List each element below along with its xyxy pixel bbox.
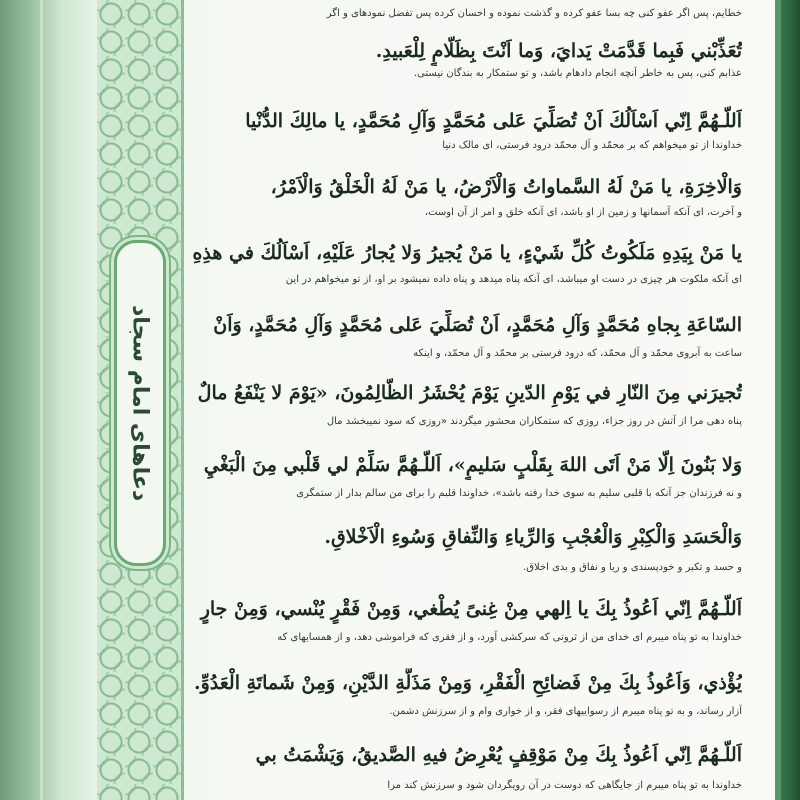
book-cover-edge xyxy=(775,0,800,800)
translation-line: خداوندا به تو پناه میبرم ای خدای من از ثروتی که سرکشی آورد، و از فقری که فراموشی دهد، و از همسایهای که xyxy=(277,632,742,643)
translation-line: خداوندا به تو پناه میبرم از جایگاهی که دوست در آن رویگردان شود و سرزنش کند مرا xyxy=(387,780,742,791)
chapter-title: دعاهای امام سجاد xyxy=(127,304,153,502)
arabic-line: اَللّـهُمَّ اِنّي اَعُوذُ بِكَ مِنْ مَوْقِفٍ يُعْرِضُ فيهِ الصَّديقُ، وَيَشْمَتُ بي xyxy=(255,744,742,766)
arabic-line: يُؤْذي، وَاَعُوذُ بِكَ مِنْ فَضائِحِ الْفَقْرِ، وَمِنْ مَذَلَّةِ الدَّيْنِ، وَمِنْ شَماتَةِ الْعَدُوِّ. xyxy=(194,672,742,694)
arabic-line: تُجيرَني مِنَ النّارِ في يَوْمِ الدّينِ يَوْمَ يُحْشَرُ الظّالِمُونَ، «يَوْمَ لا يَنْفَعُ مالٌ xyxy=(197,382,742,404)
arabic-line: يا مَنْ بِيَدِهِ مَلَكُوتُ كُلِّ شَيْءٍ، يا مَنْ يُجيرُ وَلا يُجارُ عَلَيْهِ، اَسْاَلُكَ في هذِهِ xyxy=(192,242,742,264)
translation-line: و آخرت، ای آنکه آسمانها و زمین از او باشد، ای آنکه خلق و امر از آن اوست، xyxy=(424,207,742,218)
book-left-page-edge xyxy=(0,0,95,800)
chapter-title-cartouche xyxy=(114,240,166,566)
arabic-line: تُعَذِّبْني فَبِما قَدَّمَتْ يَدايَ، وَما اَنْتَ بِظَلّامٍ لِلْعَبيدِ. xyxy=(375,40,742,62)
translation-line: خداوندا از تو میخواهم که بر محمّد و آل محمّد درود فرستی، ای مالک دنیا xyxy=(442,140,742,151)
arabic-line: اَللّـهُمَّ اِنّي اَعُوذُ بِكَ يا اِلهي مِنْ غِنىً يُطْغي، وَمِنْ فَقْرٍ يُنْسي، وَمِنْ جارٍ xyxy=(200,598,742,620)
translation-line: پناه دهی مرا از آتش در روز جزاء، روزی که ستمکاران محشور میگردند «روزی که سود نمیبخشد مال xyxy=(326,416,742,427)
arabic-line: وَالْحَسَدِ وَالْكِبْرِ وَالْعُجْبِ وَالرِّياءِ وَالنِّفاقِ وَسُوءِ الْاَخْلاقِ. xyxy=(324,526,742,548)
translation-line: ساعت به آبروی محمّد و آل محمّد، که درود فرستی بر محمّد و آل محمّد، و اینکه xyxy=(413,348,742,359)
translation-line: عذابم کنی، پس به خاطر آنچه انجام دادهام باشد، و تو ستمکار به بندگان نیستی. xyxy=(413,68,742,79)
arabic-line: اَللّـهُمَّ اِنّي اَسْاَلُكَ اَنْ تُصَلِّيَ عَلى مُحَمَّدٍ وَآلِ مُحَمَّدٍ، يا مالِكَ الدُّنْيا xyxy=(245,110,742,132)
translation-line: خطایم، پس اگر عفو کنی چه بسا عفو کرده و گذشت نموده و احسان کرده پس تفضل نمودهای و اگر xyxy=(326,8,742,19)
translation-line: و حسد و تکبر و خودپسندی و ریا و نفاق و بدی اخلاق. xyxy=(523,562,742,573)
arabic-line: وَلا بَنُونَ اِلّا مَنْ اَتَى اللهَ بِقَلْبٍ سَليمٍ»، اَللّـهُمَّ سَلِّمْ لي قَلْبي مِنَ الْبَغْيِ xyxy=(203,454,742,476)
translation-line: ای آنکه ملکوت هر چیزی در دست او میباشد، ای آنکه پناه میدهد و پناه داده نمیشود بر او، از تو میخواهم در این xyxy=(285,274,742,285)
translation-line: آزار رساند، و به تو پناه میبرم از رسواییهای فقر، و از خواری وام و از سرزنش دشمن. xyxy=(389,706,742,717)
prayer-text-area xyxy=(186,0,742,800)
arabic-line: وَالْاخِرَةِ، يا مَنْ لَهُ السَّماواتُ وَالْاَرْضُ، يا مَنْ لَهُ الْخَلْقُ وَالْاَمْرُ، xyxy=(270,176,742,198)
arabic-line: السّاعَةِ بِجاهِ مُحَمَّدٍ وَآلِ مُحَمَّدٍ، اَنْ تُصَلِّيَ عَلى مُحَمَّدٍ وَآلِ مُحَمَّدٍ، وَاَنْ xyxy=(213,314,742,336)
translation-line: و نه فرزندان جز آنکه با قلبی سلیم به سوی خدا رفته باشد»، خداوندا قلبم را برای من سالم بدار از ستمگری xyxy=(296,488,742,499)
